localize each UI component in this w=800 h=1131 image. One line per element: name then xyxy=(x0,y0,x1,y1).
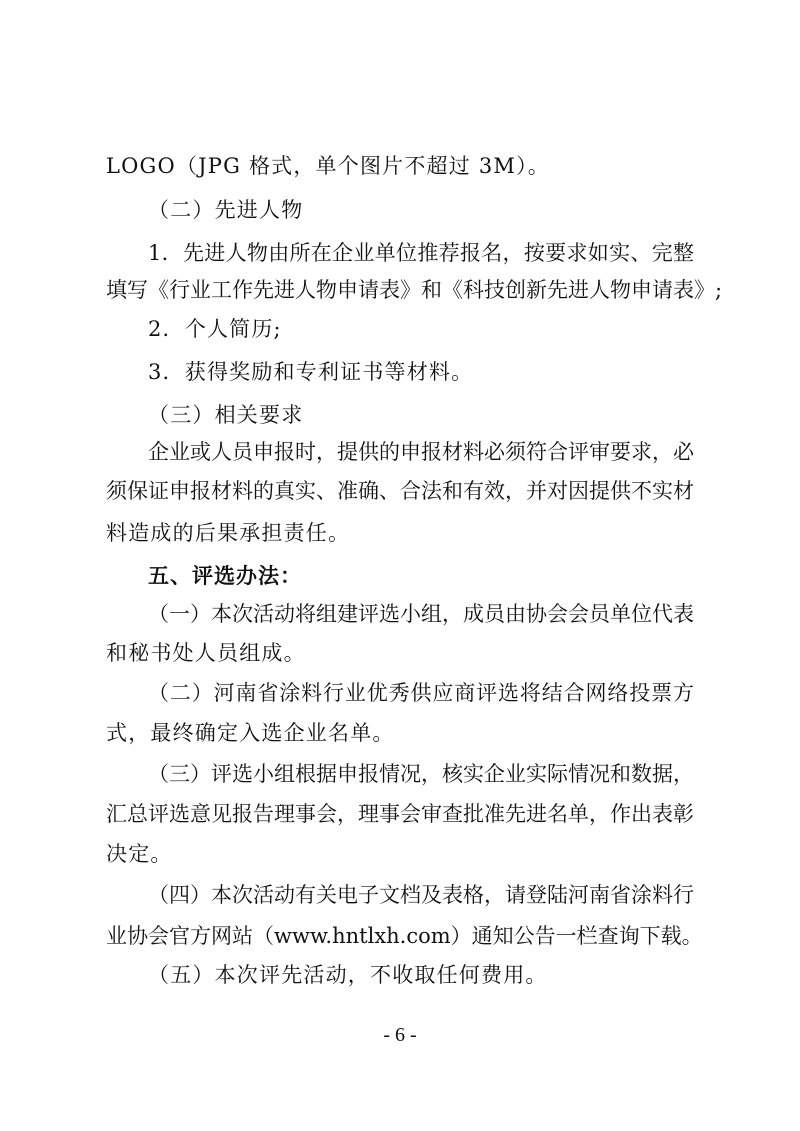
paragraph-line: （四）本次活动有关电子文档及表格，请登陆河南省涂料行 xyxy=(148,883,694,907)
page-number: - 6 - xyxy=(383,1024,417,1046)
paragraph-line: 和秘书处人员组成。 xyxy=(106,641,306,665)
paragraph-line: （五）本次评先活动，不收取任何费用。 xyxy=(148,963,548,987)
section-heading: 五、评选办法： xyxy=(148,564,302,588)
paragraph-line: 2．个人简历; xyxy=(148,317,282,341)
paragraph-line: （二）河南省涂料行业优秀供应商评选将结合网络投票方 xyxy=(148,681,694,705)
paragraph-line: （三）评选小组根据申报情况，核实企业实际情况和数据， xyxy=(148,762,694,786)
paragraph-line: 填写《行业工作先进人物申请表》和《科技创新先进人物申请表》; xyxy=(106,278,723,302)
paragraph-line: 决定。 xyxy=(106,842,173,866)
paragraph-line: （一）本次活动将组建评选小组，成员由协会会员单位代表 xyxy=(148,602,694,626)
paragraph-line: 式，最终确定入选企业名单。 xyxy=(106,721,395,745)
paragraph-line: 汇总评选意见报告理事会，理事会审查批准先进名单，作出表彰 xyxy=(106,802,694,826)
subsection-heading: （三）相关要求 xyxy=(148,403,304,427)
paragraph-line: 企业或人员申报时，提供的申报材料必须符合评审要求，必 xyxy=(148,440,694,464)
paragraph-line: 须保证申报材料的真实、准确、合法和有效，并对因提供不实材 xyxy=(106,479,694,503)
paragraph-line: LOGO（JPG 格式，单个图片不超过 3M）。 xyxy=(106,154,550,178)
paragraph-line: 业协会官方网站（www.hntlxh.com）通知公告一栏查询下载。 xyxy=(106,924,703,948)
subsection-heading: （二）先进人物 xyxy=(148,198,304,222)
paragraph-line: 3．获得奖励和专利证书等材料。 xyxy=(148,360,474,384)
paragraph-line: 料造成的后果承担责任。 xyxy=(106,521,351,545)
paragraph-line: 1．先进人物由所在企业单位推荐报名，按要求如实、完整 xyxy=(148,241,694,265)
